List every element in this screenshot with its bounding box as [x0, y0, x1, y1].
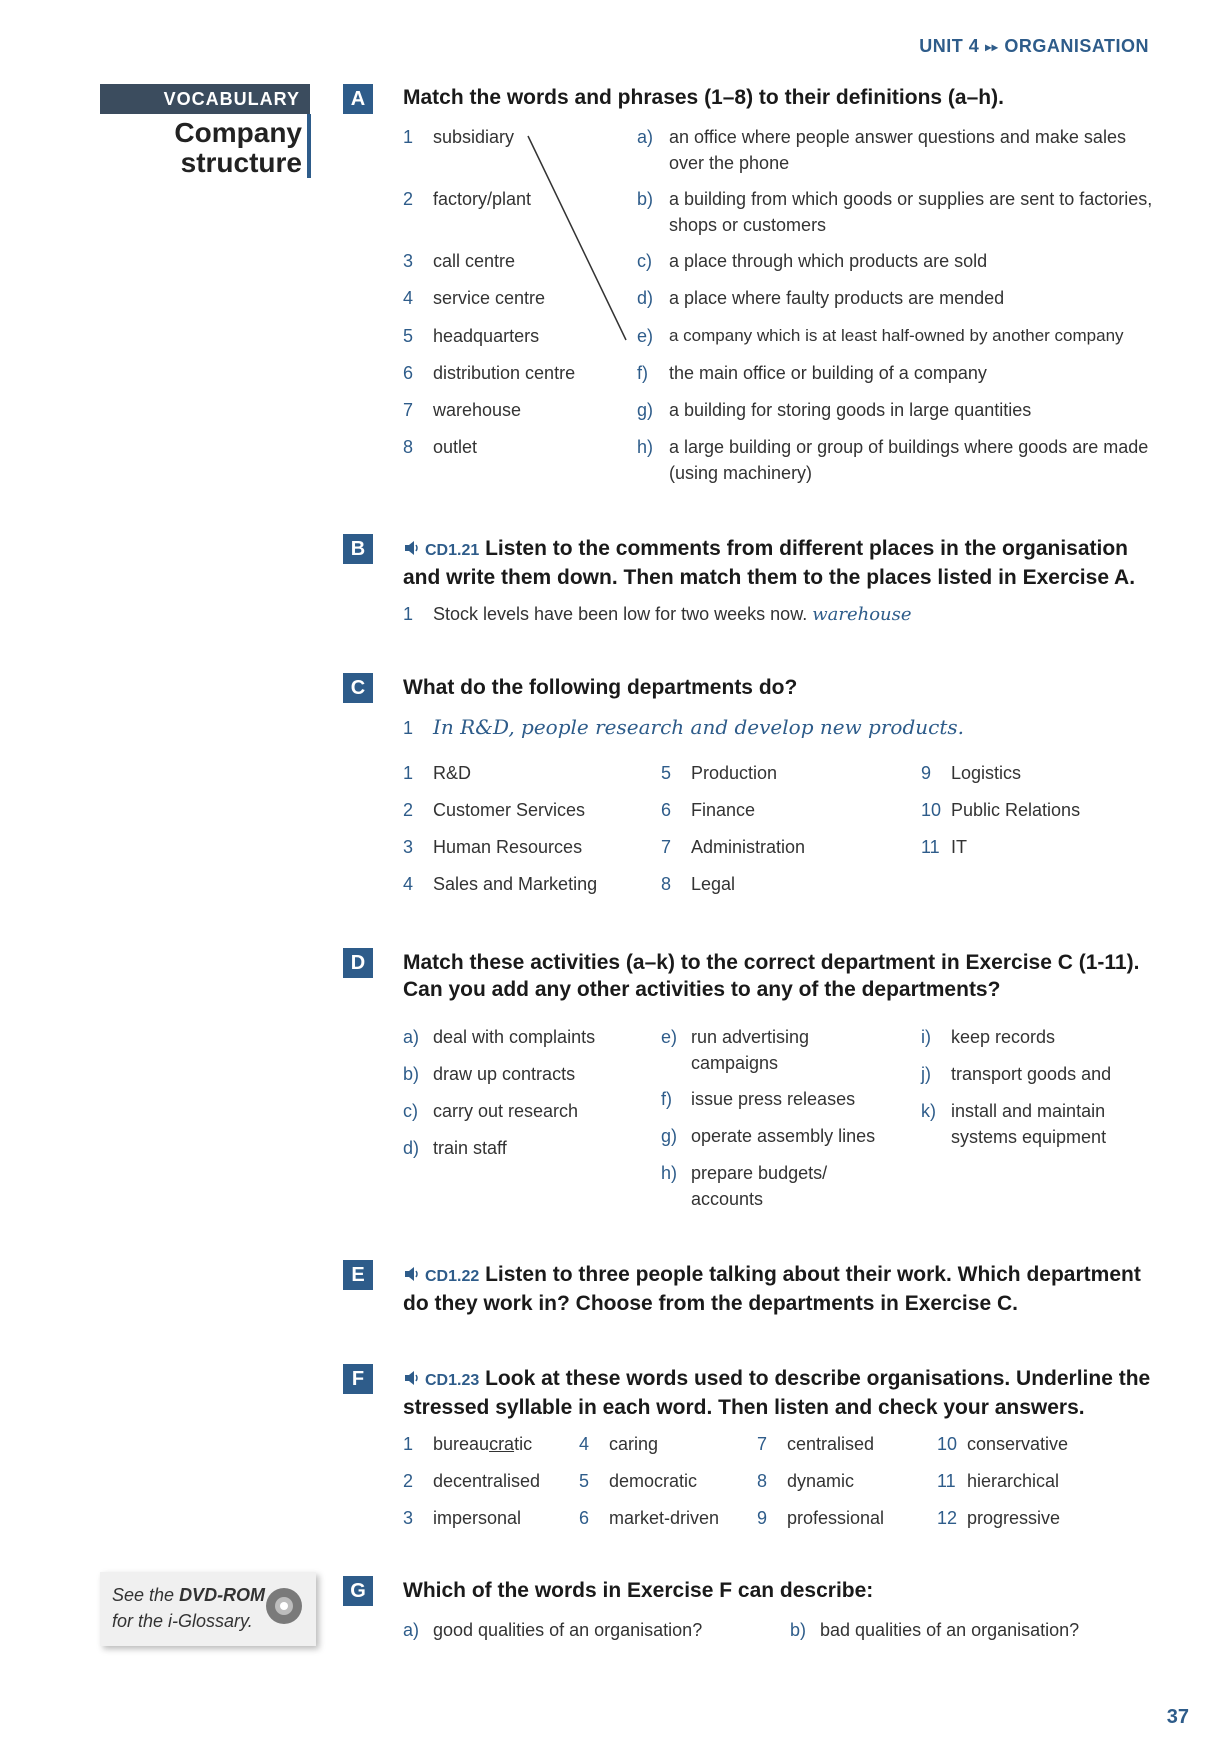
word-item: 3 call centre — [403, 251, 516, 271]
definition-item: a) an office where people answer questions and make sales over the phone — [637, 127, 1126, 173]
department-item: 11 IT — [921, 837, 967, 857]
word-item: 4 service centre — [403, 288, 546, 308]
page-number: 37 — [1166, 1706, 1189, 1728]
match-line — [520, 130, 630, 350]
heading-text: Look at these words used to describe organisations. Underline the stressed syllable in each word. Then listen and check your answers. — [403, 1367, 1151, 1419]
word-item: 4 caring — [579, 1434, 659, 1454]
title-rule — [307, 114, 311, 178]
cd-track: CD1.22 — [425, 1268, 480, 1285]
department-item: 10 Public Relations — [921, 800, 1081, 820]
title-line-1: Company — [174, 117, 302, 148]
dvd-rom-label: DVD-ROM — [179, 1585, 266, 1605]
departments-col-3 — [921, 760, 1080, 860]
departments-col-1 — [403, 760, 597, 897]
exercise-b-heading — [403, 535, 1163, 591]
department-item: 8 Legal — [661, 874, 736, 894]
page-title — [100, 118, 302, 178]
cd-track: CD1.23 — [425, 1372, 480, 1389]
running-header — [919, 36, 1149, 57]
department-item: 7 Administration — [661, 837, 806, 857]
word-item: 10 conservative — [937, 1434, 1069, 1454]
definition-item: d) a place where faulty products are mended — [637, 288, 1005, 308]
exercise-c-example: 1 In R&D, people research and develop new products. — [403, 715, 965, 739]
unit-label: UNIT 4 — [919, 36, 980, 56]
word-item: 3 impersonal — [403, 1508, 522, 1528]
exercise-g-item-b: b) bad qualities of an organisation? — [790, 1620, 1080, 1640]
speaker-icon — [403, 1369, 421, 1387]
words-col-4 — [937, 1431, 1068, 1531]
definition-item: e) a company which is at least half-owned by another company — [637, 326, 1124, 346]
activity-item: f) issue press releases — [661, 1089, 856, 1109]
exercise-c-heading: What do the following departments do? — [403, 676, 798, 699]
word-item: 2 decentralised — [403, 1471, 541, 1491]
heading-text: Listen to the comments from different places in the organisation and write them down. Then match them to the places listed in Exercise A. — [403, 537, 1136, 589]
word-item: 2 factory/plant — [403, 189, 532, 209]
activity-item: c) carry out research — [403, 1101, 579, 1121]
exercise-b-badge: B — [343, 534, 373, 564]
word-item: 6 distribution centre — [403, 363, 576, 383]
words-col-1 — [403, 1431, 540, 1531]
words-col-2 — [579, 1431, 719, 1531]
exercise-g-badge: G — [343, 1576, 373, 1606]
word-item: 1 bureaucratic — [403, 1434, 533, 1454]
activity-item: b) draw up contracts — [403, 1064, 576, 1084]
exercise-e-badge: E — [343, 1260, 373, 1290]
department-item: 3 Human Resources — [403, 837, 583, 857]
department-item: 4 Sales and Marketing — [403, 874, 598, 894]
exercise-e-heading — [403, 1261, 1163, 1317]
exercise-a-heading: Match the words and phrases (1–8) to their definitions (a–h). — [403, 86, 1004, 109]
exercise-a-badge: A — [343, 84, 373, 114]
definition-item: f) the main office or building of a company — [637, 363, 987, 383]
cd-track: CD1.21 — [425, 542, 480, 559]
activity-item: j) transport goods and — [921, 1064, 1112, 1084]
word-item: 1 subsidiary — [403, 127, 515, 147]
vocabulary-label: VOCABULARY — [100, 84, 310, 114]
speaker-icon — [403, 539, 421, 557]
word-item: 7 warehouse — [403, 400, 522, 420]
activity-item: h) prepare budgets/ accounts — [661, 1163, 828, 1209]
exercise-g-item-a: a) good qualities of an organisation? — [403, 1620, 703, 1640]
title-line-2: structure — [180, 147, 302, 178]
word-item: 8 outlet — [403, 437, 478, 457]
exercise-d-badge: D — [343, 948, 373, 978]
department-item: 2 Customer Services — [403, 800, 586, 820]
word-item: 8 dynamic — [757, 1471, 855, 1491]
word-item: 12 progressive — [937, 1508, 1061, 1528]
activity-item: a) deal with complaints — [403, 1027, 596, 1047]
department-item: 5 Production — [661, 763, 778, 783]
department-item: 1 R&D — [403, 763, 472, 783]
speaker-icon — [403, 1265, 421, 1283]
exercise-f-badge: F — [343, 1364, 373, 1394]
activity-item: k) install and maintain systems equipment — [921, 1101, 1107, 1147]
handwritten-answer: warehouse — [812, 604, 912, 625]
dvd-note: See the DVD-ROM for the i-Glossary. — [112, 1585, 266, 1631]
exercise-d-heading: Match these activities (a–k) to the correct department in Exercise C (1-11). Can you add any other activities to any of the departments? — [403, 951, 1140, 1001]
definition-item: g) a building for storing goods in large quantities — [637, 400, 1032, 420]
double-arrow-icon: ▸▸ — [985, 40, 999, 55]
activity-item: d) train staff — [403, 1138, 507, 1158]
word-item: 7 centralised — [757, 1434, 875, 1454]
activity-item: i) keep records — [921, 1027, 1056, 1047]
word-item: 5 democratic — [579, 1471, 698, 1491]
department-item: 6 Finance — [661, 800, 756, 820]
exercise-g-heading: Which of the words in Exercise F can describe: — [403, 1579, 874, 1602]
heading-text: Listen to three people talking about their work. Which department do they work in? Choose from the departments in Exercise C. — [403, 1263, 1141, 1315]
word-item: 6 market-driven — [579, 1508, 720, 1528]
word-item: 11 hierarchical — [937, 1471, 1060, 1491]
department-item: 9 Logistics — [921, 763, 1022, 783]
section-label: ORGANISATION — [1004, 36, 1149, 56]
exercise-f-heading — [403, 1365, 1163, 1421]
activity-item: e) run advertising campaigns — [661, 1027, 810, 1073]
exercise-c-badge: C — [343, 673, 373, 703]
word-item: 9 professional — [757, 1508, 885, 1528]
departments-col-2 — [661, 760, 805, 897]
activity-item: g) operate assembly lines — [661, 1126, 876, 1146]
definition-item: c) a place through which products are sold — [637, 251, 988, 271]
word-item: 5 headquarters — [403, 326, 540, 346]
definition-item: b) a building from which goods or supplies are sent to factories, shops or customers — [637, 189, 1153, 235]
exercise-a-definitions — [637, 124, 1157, 494]
underlined-syllable: cra — [489, 1434, 515, 1454]
activities-col-1 — [403, 1024, 633, 1161]
disc-icon — [264, 1586, 304, 1626]
definition-item: h) a large building or group of buildings where goods are made (using machinery) — [637, 437, 1149, 483]
words-col-3 — [757, 1431, 884, 1531]
exercise-b-item: 1 Stock levels have been low for two weeks now. warehouse — [403, 604, 912, 625]
